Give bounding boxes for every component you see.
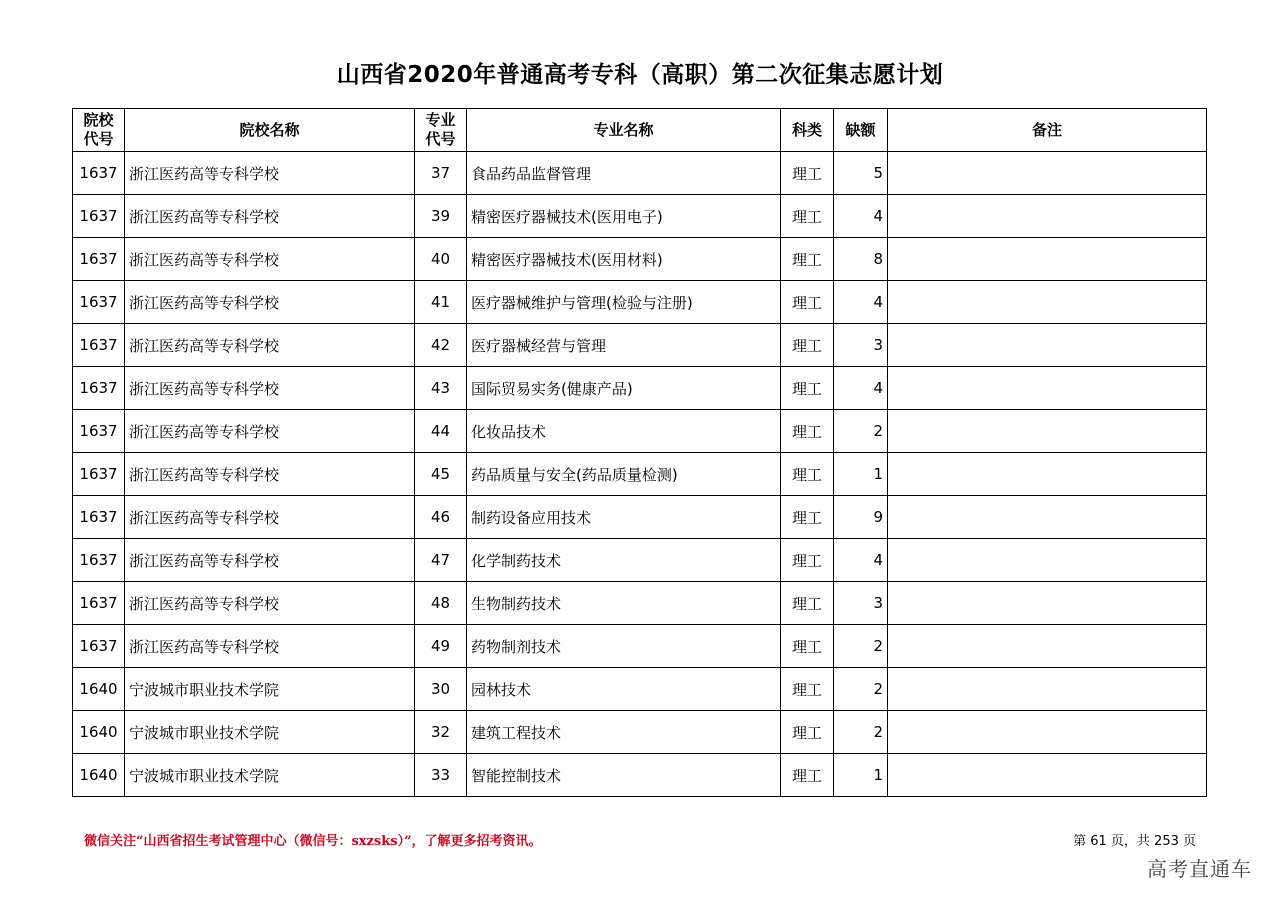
cell-school-name: 浙江医药高等专科学校: [125, 324, 415, 367]
header-major-code-line1: 专业: [425, 111, 456, 129]
cell-category: 理工: [781, 496, 834, 539]
cell-major-name: 建筑工程技术: [467, 711, 781, 754]
cell-note: [888, 668, 1207, 711]
header-school-name: 院校名称: [125, 109, 415, 152]
cell-school-code: 1637: [73, 625, 125, 668]
cell-major-code: 48: [415, 582, 467, 625]
cell-school-name: 宁波城市职业技术学院: [125, 711, 415, 754]
cell-category: 理工: [781, 539, 834, 582]
cell-quota: 4: [834, 539, 888, 582]
cell-school-code: 1637: [73, 195, 125, 238]
cell-note: [888, 195, 1207, 238]
cell-quota: 3: [834, 582, 888, 625]
cell-school-code: 1640: [73, 668, 125, 711]
table-row: [73, 754, 1207, 797]
cell-quota: 1: [834, 453, 888, 496]
cell-major-code: 49: [415, 625, 467, 668]
cell-category: 理工: [781, 754, 834, 797]
cell-note: [888, 367, 1207, 410]
cell-school-code: 1637: [73, 453, 125, 496]
cell-school-code: 1637: [73, 539, 125, 582]
cell-major-name: 化学制药技术: [467, 539, 781, 582]
cell-category: 理工: [781, 152, 834, 195]
header-school-code-line1: 院校: [83, 111, 114, 129]
cell-school-name: 浙江医药高等专科学校: [125, 238, 415, 281]
table-row: [73, 711, 1207, 754]
cell-major-name: 智能控制技术: [467, 754, 781, 797]
cell-school-name: 浙江医药高等专科学校: [125, 582, 415, 625]
cell-major-code: 32: [415, 711, 467, 754]
watermark-text: 高考直通车: [1147, 857, 1252, 881]
header-row: [73, 109, 1207, 152]
cell-category: 理工: [781, 367, 834, 410]
cell-quota: 5: [834, 152, 888, 195]
cell-school-name: 浙江医药高等专科学校: [125, 152, 415, 195]
cell-note: [888, 453, 1207, 496]
table-row: [73, 367, 1207, 410]
cell-major-code: 42: [415, 324, 467, 367]
header-quota: 缺额: [834, 109, 888, 152]
cell-major-name: 生物制药技术: [467, 582, 781, 625]
cell-note: [888, 324, 1207, 367]
cell-quota: 4: [834, 281, 888, 324]
cell-school-name: 浙江医药高等专科学校: [125, 496, 415, 539]
cell-major-code: 37: [415, 152, 467, 195]
table-row: [73, 453, 1207, 496]
cell-note: [888, 754, 1207, 797]
table-row: [73, 539, 1207, 582]
table-row: [73, 238, 1207, 281]
cell-school-name: 宁波城市职业技术学院: [125, 668, 415, 711]
cell-note: [888, 711, 1207, 754]
cell-school-code: 1640: [73, 711, 125, 754]
cell-major-code: 46: [415, 496, 467, 539]
cell-note: [888, 152, 1207, 195]
cell-major-code: 40: [415, 238, 467, 281]
cell-note: [888, 625, 1207, 668]
cell-school-code: 1637: [73, 324, 125, 367]
cell-quota: 4: [834, 195, 888, 238]
cell-major-name: 药物制剂技术: [467, 625, 781, 668]
cell-note: [888, 410, 1207, 453]
cell-school-code: 1637: [73, 496, 125, 539]
header-major-name: 专业名称: [467, 109, 781, 152]
cell-major-code: 44: [415, 410, 467, 453]
cell-school-name: 浙江医药高等专科学校: [125, 367, 415, 410]
cell-quota: 2: [834, 668, 888, 711]
table-row: [73, 324, 1207, 367]
cell-quota: 2: [834, 410, 888, 453]
cell-quota: 9: [834, 496, 888, 539]
cell-major-code: 43: [415, 367, 467, 410]
cell-major-name: 园林技术: [467, 668, 781, 711]
footer-wechat-note: 微信关注“山西省招生考试管理中心（微信号：sxzsks）”，了解更多招考资讯。: [84, 834, 542, 849]
cell-school-name: 浙江医药高等专科学校: [125, 539, 415, 582]
cell-note: [888, 496, 1207, 539]
cell-quota: 8: [834, 238, 888, 281]
cell-category: 理工: [781, 195, 834, 238]
cell-major-code: 41: [415, 281, 467, 324]
header-note: 备注: [888, 109, 1207, 152]
cell-major-name: 食品药品监督管理: [467, 152, 781, 195]
table-header: [73, 109, 1207, 152]
cell-note: [888, 582, 1207, 625]
cell-major-code: 39: [415, 195, 467, 238]
cell-school-name: 浙江医药高等专科学校: [125, 281, 415, 324]
table-body: [73, 152, 1207, 797]
enrollment-plan-table: [72, 108, 1207, 797]
header-major-code: [415, 109, 467, 152]
cell-school-code: 1640: [73, 754, 125, 797]
cell-major-code: 45: [415, 453, 467, 496]
cell-major-name: 化妆品技术: [467, 410, 781, 453]
cell-category: 理工: [781, 668, 834, 711]
cell-school-code: 1637: [73, 367, 125, 410]
cell-note: [888, 238, 1207, 281]
cell-school-name: 浙江医药高等专科学校: [125, 410, 415, 453]
table-row: [73, 496, 1207, 539]
cell-school-name: 浙江医药高等专科学校: [125, 453, 415, 496]
cell-category: 理工: [781, 625, 834, 668]
header-category: 科类: [781, 109, 834, 152]
cell-major-name: 精密医疗器械技术(医用材料): [467, 238, 781, 281]
cell-quota: 2: [834, 625, 888, 668]
cell-category: 理工: [781, 453, 834, 496]
cell-major-name: 药品质量与安全(药品质量检测): [467, 453, 781, 496]
cell-category: 理工: [781, 410, 834, 453]
table-row: [73, 410, 1207, 453]
page-title: 山西省2020年普通高考专科（高职）第二次征集志愿计划: [336, 62, 944, 88]
cell-category: 理工: [781, 711, 834, 754]
cell-quota: 4: [834, 367, 888, 410]
cell-category: 理工: [781, 582, 834, 625]
table-row: [73, 668, 1207, 711]
cell-major-name: 医疗器械维护与管理(检验与注册): [467, 281, 781, 324]
cell-major-code: 47: [415, 539, 467, 582]
cell-major-code: 30: [415, 668, 467, 711]
page-number: 第 61 页，共 253 页: [1073, 834, 1196, 849]
cell-category: 理工: [781, 281, 834, 324]
cell-quota: 2: [834, 711, 888, 754]
cell-category: 理工: [781, 324, 834, 367]
cell-quota: 3: [834, 324, 888, 367]
cell-school-code: 1637: [73, 238, 125, 281]
cell-school-code: 1637: [73, 410, 125, 453]
header-school-code: [73, 109, 125, 152]
table-row: [73, 281, 1207, 324]
table-row: [73, 582, 1207, 625]
cell-school-code: 1637: [73, 582, 125, 625]
cell-quota: 1: [834, 754, 888, 797]
table-row: [73, 195, 1207, 238]
cell-major-name: 制药设备应用技术: [467, 496, 781, 539]
cell-major-name: 精密医疗器械技术(医用电子): [467, 195, 781, 238]
cell-school-name: 宁波城市职业技术学院: [125, 754, 415, 797]
cell-note: [888, 539, 1207, 582]
cell-category: 理工: [781, 238, 834, 281]
cell-major-code: 33: [415, 754, 467, 797]
header-major-code-line2: 代号: [425, 130, 456, 148]
cell-school-code: 1637: [73, 281, 125, 324]
cell-school-name: 浙江医药高等专科学校: [125, 195, 415, 238]
cell-school-code: 1637: [73, 152, 125, 195]
header-school-code-line2: 代号: [83, 130, 114, 148]
cell-major-name: 医疗器械经营与管理: [467, 324, 781, 367]
table-row: [73, 625, 1207, 668]
cell-note: [888, 281, 1207, 324]
table-row: [73, 152, 1207, 195]
cell-school-name: 浙江医药高等专科学校: [125, 625, 415, 668]
cell-major-name: 国际贸易实务(健康产品): [467, 367, 781, 410]
